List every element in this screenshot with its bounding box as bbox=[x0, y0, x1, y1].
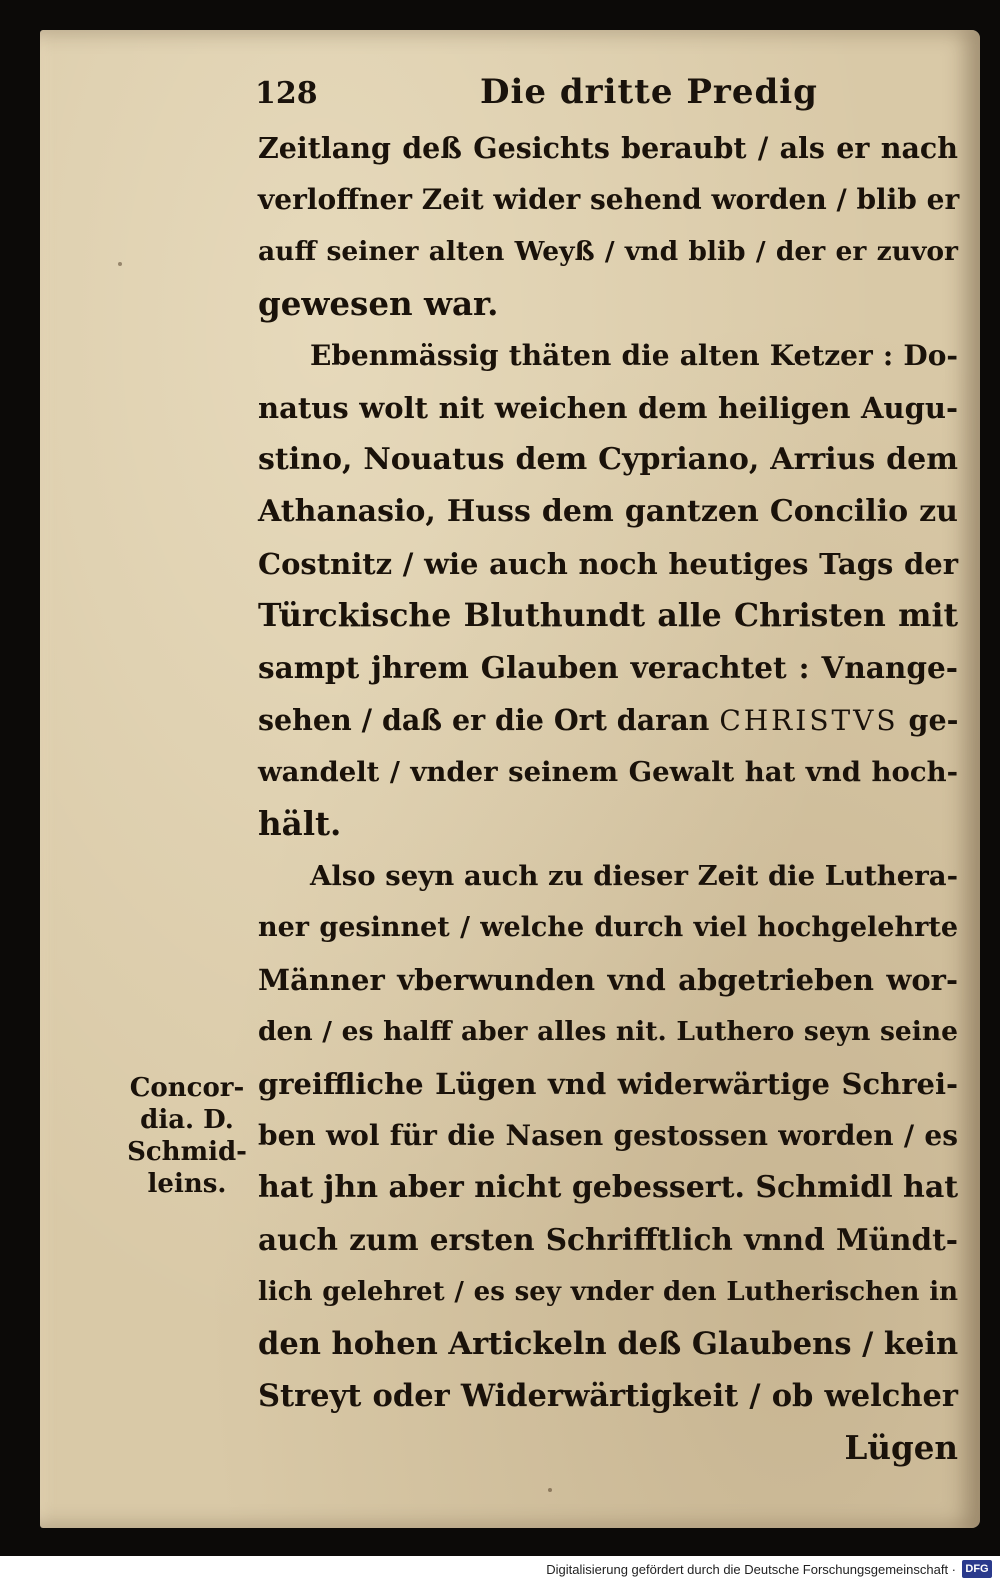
margin-note-line: Schmid- bbox=[127, 1137, 247, 1167]
page-number: 128 bbox=[255, 76, 318, 111]
margin-note-line: leins. bbox=[147, 1169, 227, 1199]
margin-note-line: Concor- bbox=[129, 1073, 245, 1103]
text-line-christus bbox=[258, 694, 958, 746]
text-line: den hohen Artickeln deß Glaubens / kein bbox=[258, 1326, 959, 1362]
text-line: den / es halff aber alles nit. Luthero seyn seine bbox=[258, 1016, 958, 1047]
footer-strip bbox=[0, 1556, 1000, 1584]
text-line: Türckische Bluthundt alle Christen mit bbox=[258, 597, 958, 634]
body-text bbox=[258, 122, 958, 1474]
dfg-logo: DFG bbox=[962, 1560, 992, 1578]
text-line: Zeitlang deß Gesichts beraubt / als er nach bbox=[258, 131, 958, 165]
margin-note-line: dia. D. bbox=[140, 1105, 234, 1135]
page-header bbox=[255, 72, 955, 122]
catchword: Lügen bbox=[844, 1428, 958, 1467]
text-line: Streyt oder Widerwärtigkeit / ob welcher bbox=[258, 1378, 958, 1414]
text-line: auch zum ersten Schrifftlich vnnd Mündt- bbox=[258, 1222, 958, 1257]
text-line: Männer vberwunden vnd abgetrieben wor- bbox=[258, 963, 958, 997]
text-line: hält. bbox=[258, 804, 342, 843]
text-segment: ge- bbox=[908, 703, 959, 737]
text-line: natus wolt nit weichen dem heiligen Augu- bbox=[258, 391, 958, 425]
text-line: stino, Nouatus dem Cypriano, Arrius dem bbox=[258, 442, 958, 477]
text-line: ner gesinnet / welche durch viel hochgelehrte bbox=[258, 912, 958, 943]
text-line: Ebenmässig thäten die alten Ketzer : Do- bbox=[310, 339, 958, 372]
text-line: gewesen war. bbox=[258, 284, 499, 323]
paper-speck bbox=[548, 1488, 552, 1492]
text-line: Athanasio, Huss dem gantzen Concilio zu bbox=[258, 494, 958, 529]
text-line: Costnitz / wie auch noch heutiges Tags der bbox=[258, 547, 958, 581]
text-line: greiffliche Lügen vnd widerwärtige Schrei- bbox=[258, 1067, 958, 1101]
paper-speck bbox=[118, 262, 122, 266]
text-line: wandelt / vnder seinem Gewalt hat vnd hoch- bbox=[258, 756, 958, 788]
text-line: auff seiner alten Weyß / vnd blib / der er zuvor bbox=[258, 236, 958, 267]
running-head: Die dritte Predig bbox=[480, 72, 818, 112]
christus-smallcaps: CHRISTVS bbox=[719, 704, 899, 737]
margin-note bbox=[112, 1072, 262, 1200]
text-line: Also seyn auch zu dieser Zeit die Luthera- bbox=[310, 860, 958, 892]
text-line: sampt jhrem Glauben verachtet : Vnange- bbox=[258, 650, 958, 685]
text-line: hat jhn aber nicht gebessert. Schmidl hat bbox=[258, 1170, 959, 1205]
text-line: lich gelehret / es sey vnder den Lutherischen in bbox=[258, 1277, 958, 1307]
text-line: ben wol für die Nasen gestossen worden / es bbox=[258, 1119, 958, 1152]
text-line: verloffner Zeit wider sehend worden / blib er bbox=[258, 183, 960, 216]
funding-credit: Digitalisierung gefördert durch die Deutsche Forschungsgemeinschaft · bbox=[546, 1562, 956, 1577]
text-segment: sehen / daß er die Ort daran bbox=[258, 703, 710, 737]
